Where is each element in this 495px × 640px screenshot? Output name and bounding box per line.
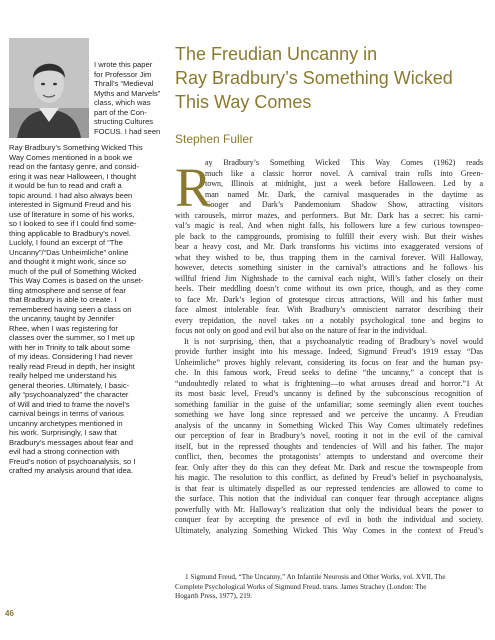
page-number: 46	[5, 609, 14, 618]
article-author: Stephen Fuller	[175, 132, 254, 146]
author-note-intro: I wrote this paper for Professor Jim Thrall’s “Medieval Myths and Marvels” class, which was part of the Con- structing Cultures FOCUS. I had seen	[94, 60, 161, 136]
article-title: The Freudian Uncanny in Ray Bradbury’s Something Wicked This Way Comes	[175, 44, 453, 112]
author-photo	[9, 38, 89, 138]
article-body	[175, 158, 483, 536]
opening-paragraph-lead: ay Bradbury’s Something Wicked This Way Comes (1962) reads much like a classic horror novel. A carnival train rolls into Green- town, Illinois at midnight, just a week before Halloween. Led by a man named Mr. Dark, the carnival masquerades in the daytime as Cooger and Dark’s Pandemonium Shadow Show, attracting visitors	[205, 158, 483, 209]
opening-paragraph: with carousels, mirror mazes, and performers. But Mr. Dark has a secret: his carni- val’s magic is real. And when night falls, his followers lure a few curious townspeo- ple back to the campgrounds, promising to fulfill their every wish. But their wishes bear a heavy cost, and Mr. Dark transforms his victims into exaggerated versions of what they wished to be, thus trapping them in the carnival forever. Will Halloway, however, detects something sinister in the carnival’s attractions and he follows his willful friend Jim Nightshade to the carnival each night, Will’s father closely on their heels. Their meddling doesn’t come without its own price, though, and as they come to face Mr. Dark’s legion of grotesque circus attractions, Will and his father must face almost intolerable fear. With Bradbury’s omniscient narrator describing their every trepidation, the novel takes on a notably psychological tone and begins to focus not only on good and evil but also on the nature of fear in the individual.	[175, 210, 483, 335]
drop-cap: R	[175, 157, 212, 218]
author-note-body: Ray Bradbury’s Something Wicked This Way Comes mentioned in a book we read on the fantasy genre, and consid- ering it was near Halloween, I thought it would be fun to read and craft a topic around. I had also always been interested in Sigmund Freud and his use of literature in some of his works, so I looked to see if I could find some- thing applicable to Bradbury’s novel. Luckily, I found an excerpt of “The Uncanny”/“Das Unheimliche” online and thought it might work, since so much of the pull of Something Wicked This Way Comes is based on the unset- tling atmosphere and sense of fear that Bradbury is able to create. I remembered having seen a class on the uncanny, taught by Jennifer Rhee, when I was registering for classes over the summer, so I met up with her in Trinity to talk about some of my ideas. Considering I had never really read Freud in depth, her insight really helped me understand his general theories. Ultimately, I basic- ally “psychoanalyzed” the character of Will and tried to frame the novel’s carnival beings in terms of various uncanny archetypes mentioned in his work. Surprisingly, I saw that Bradbury’s messages about fear and evil had a strong connection with Freud’s notion of psychoanalysis, so I crafted my analysis around that idea.	[9, 143, 144, 475]
second-paragraph: It is not surprising, then, that a psychoanalytic reading of Bradbury’s novel would provide further insight into his message. Indeed, Sigmund Freud’s 1919 essay “Das Unheimliche” proves highly relevant, considering its focus on fear and the human psy- che. In this famous work, Freud seeks to define “the uncanny,” a concept that is “undoubtedly related to what is frightening—to what arouses dread and horror.”1 At its most basic level, Freud’s uncanny is defined by the subconscious recognition of something familiar in the guise of the unfamiliar; some seemingly alien event touches something we have long since repressed and we perceive the uncanny. A Freudian analysis of the uncanny in Something Wicked This Way Comes ultimately redefines our perception of fear in Bradbury’s novel, rooting it not in the evil of the carnival itself, but in the repressed thoughts and tendencies of Will and his father. The major conflict, then, becomes the protagonists’ attempts to understand and overcome their fear. Only after they do this can they defeat Mr. Dark and rescue the townspeople from his magic. The resolution to this conflict, as defined by Freud’s belief in psychoanalysis, is that fear is ultimately dispelled as our repressed tendencies are allowed to come to the surface. This notion that the individual can conquer fear through acceptance aligns powerfully with Mr. Halloway’s realization that only the individual bears the power to conquer fear by accepting the presence of evil in both the individual and society. Ultimately, analyzing Something Wicked This Way Comes in the context of Freud’s	[175, 336, 483, 535]
footnote: 1 Sigmund Freud, “The Uncanny,” An Infantile Neurosis and Other Works, vol. XVII, The Complete Psychological Works of Sigmund Freud. trans. James Strachey (London: The Hogarth Press, 1977), 219.	[175, 573, 446, 600]
